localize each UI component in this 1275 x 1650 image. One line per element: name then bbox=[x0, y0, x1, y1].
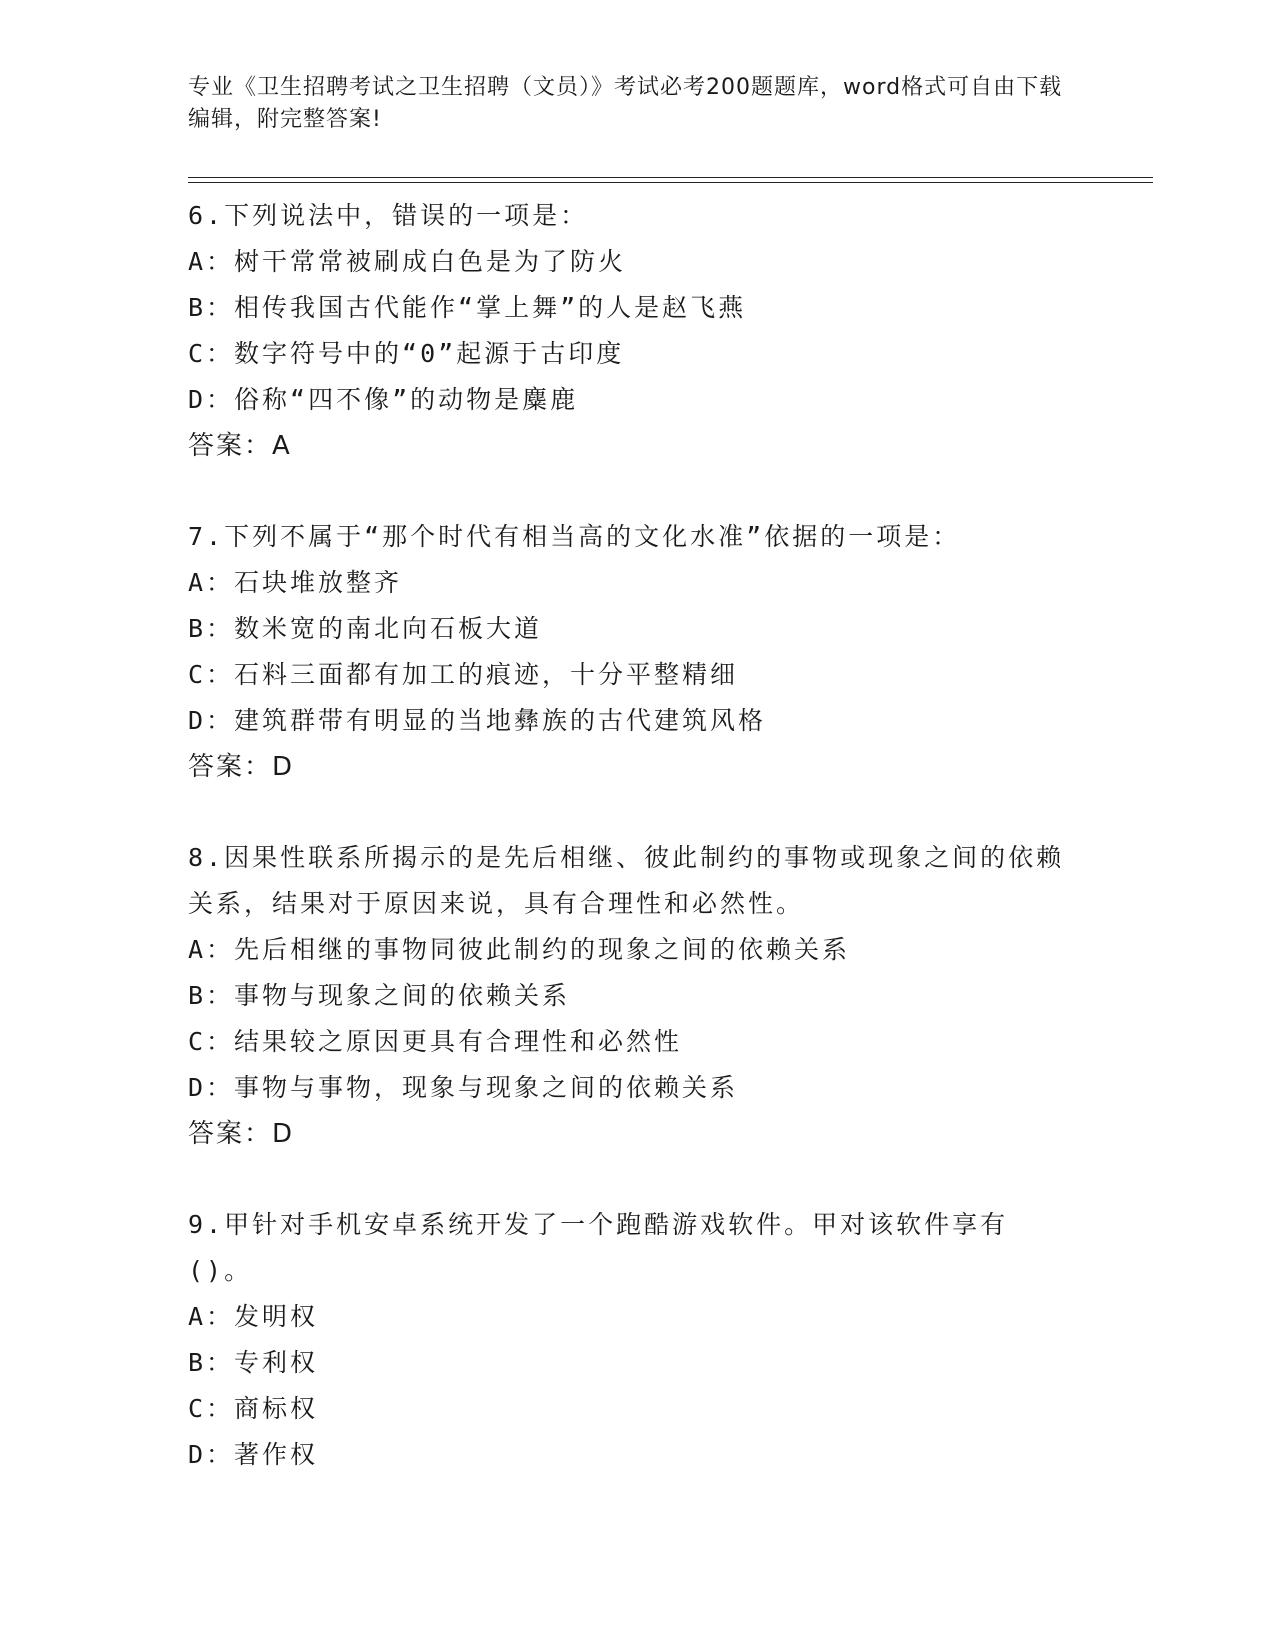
question-8 bbox=[188, 835, 1068, 1157]
header-divider-top bbox=[188, 177, 1153, 178]
question-list bbox=[188, 193, 1068, 1523]
option-a: A：发明权 bbox=[188, 1302, 319, 1331]
option-b: B：数米宽的南北向石板大道 bbox=[188, 614, 543, 643]
question-stem: 9.甲针对手机安卓系统开发了一个跑酷游戏软件。甲对该软件享有()。 bbox=[188, 1210, 1009, 1285]
option-a: A：先后相继的事物同彼此制约的现象之间的依赖关系 bbox=[188, 935, 851, 964]
answer-text: 答案：A bbox=[188, 431, 292, 461]
question-stem: 6.下列说法中，错误的一项是： bbox=[188, 201, 589, 230]
option-d: D：事物与事物，现象与现象之间的依赖关系 bbox=[188, 1073, 739, 1102]
question-6 bbox=[188, 193, 1068, 469]
option-c: C：石料三面都有加工的痕迹，十分平整精细 bbox=[188, 660, 739, 689]
question-9 bbox=[188, 1202, 1068, 1478]
option-d: D：俗称“四不像”的动物是麋鹿 bbox=[188, 385, 579, 414]
answer-text: 答案：D bbox=[188, 1119, 295, 1149]
option-c: C：数字符号中的“0”起源于古印度 bbox=[188, 339, 625, 368]
option-d: D：建筑群带有明显的当地彝族的古代建筑风格 bbox=[188, 706, 767, 735]
document-intro: 专业《卫生招聘考试之卫生招聘（文员）》考试必考200题题库，word格式可自由下载编辑，附完整答案! bbox=[188, 75, 1063, 132]
option-c: C：结果较之原因更具有合理性和必然性 bbox=[188, 1027, 683, 1056]
option-a: A：树干常常被刷成白色是为了防火 bbox=[188, 247, 627, 276]
header-divider-bottom bbox=[188, 182, 1153, 183]
option-b: B：专利权 bbox=[188, 1348, 319, 1377]
option-b: B：事物与现象之间的依赖关系 bbox=[188, 981, 571, 1010]
answer-text: 答案：D bbox=[188, 752, 295, 782]
option-d: D：著作权 bbox=[188, 1440, 319, 1469]
question-stem: 8.因果性联系所揭示的是先后相继、彼此制约的事物或现象之间的依赖关系，结果对于原因来说，具有合理性和必然性。 bbox=[188, 843, 1065, 918]
option-b: B：相传我国古代能作“掌上舞”的人是赵飞燕 bbox=[188, 293, 747, 322]
question-stem: 7.下列不属于“那个时代有相当高的文化水准”依据的一项是： bbox=[188, 522, 961, 551]
option-a: A：石块堆放整齐 bbox=[188, 568, 403, 597]
option-c: C：商标权 bbox=[188, 1394, 319, 1423]
question-7 bbox=[188, 514, 1068, 790]
